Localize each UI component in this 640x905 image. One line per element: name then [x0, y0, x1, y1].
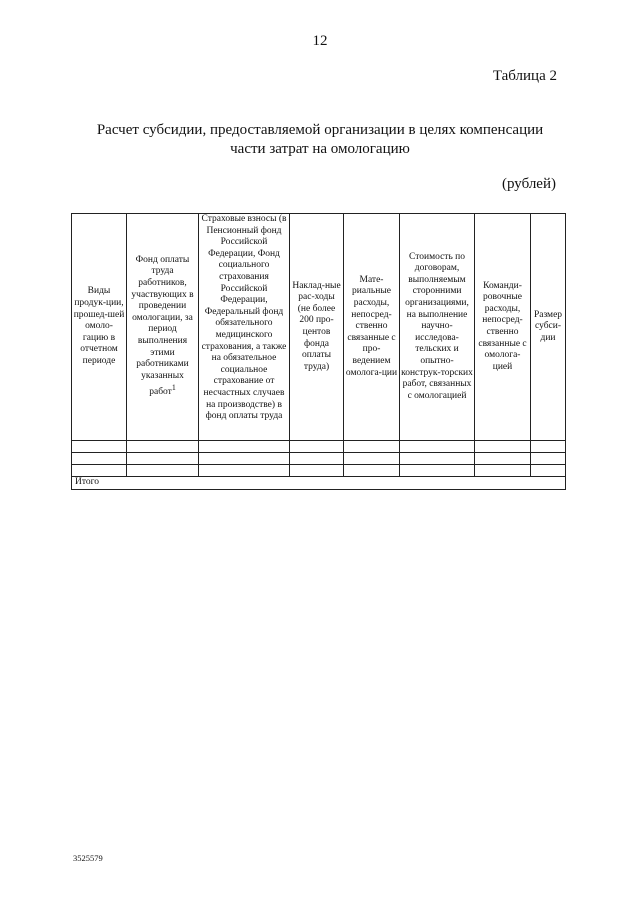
footnote-marker: 1 [171, 383, 176, 393]
table-cell [127, 453, 199, 465]
document-code: 3525579 [73, 853, 103, 863]
col-header-subsidy-amount: Размер субси-дии [531, 214, 566, 441]
total-row [72, 477, 566, 490]
table-cell [344, 465, 400, 477]
col-header-material-costs: Мате-риальные расходы, непосред-ственно связанные с про-ведением омолога-ции [344, 214, 400, 441]
col-header-travel-costs: Команди-ровочные расходы, непосред-ственно связанные с омолога-цией [475, 214, 531, 441]
page-number: 12 [312, 33, 328, 49]
col-header-insurance-contributions: Страховые взносы (в Пенсионный фонд Российской Федерации, Фонд социального страхования Российской Федерации, Федеральный фонд обязательного медицинского страхования, а также на обязательное социальное страхование от несчастных случаев на производстве) в фонд оплаты труда [199, 214, 290, 441]
total-label: Итого [72, 477, 566, 490]
table-cell [290, 465, 344, 477]
table-cell [199, 453, 290, 465]
col-header-product-types: Виды продук-ции, прошед-шей омоло-гацию в отчетном периоде [72, 214, 127, 441]
table-row [72, 441, 566, 453]
table-row [72, 453, 566, 465]
table-label: Таблица 2 [492, 68, 557, 84]
table-row [72, 465, 566, 477]
table-cell [400, 453, 475, 465]
table-cell [475, 441, 531, 453]
table-cell [531, 441, 566, 453]
table-cell [475, 453, 531, 465]
document-title [60, 121, 580, 159]
table-cell [72, 465, 127, 477]
table-cell [344, 441, 400, 453]
col-header-wage-fund: Фонд оплаты труда работников, участвующих в проведении омологации, за период выполнения этими работниками указанных работ$^1$ [127, 214, 199, 441]
table-cell [127, 465, 199, 477]
table-cell [72, 441, 127, 453]
col-header-overhead-costs: Наклад-ные рас-ходы (не более 200 про-центов фонда оплаты труда) [290, 214, 344, 441]
table-cell [199, 441, 290, 453]
table-cell [72, 453, 127, 465]
table-cell [199, 465, 290, 477]
table-cell [531, 465, 566, 477]
table-cell [127, 441, 199, 453]
title-line: Расчет субсидии, предоставляемой организации в целях компенсации [96, 122, 544, 138]
table-cell [531, 453, 566, 465]
table-cell [400, 465, 475, 477]
table-cell [290, 441, 344, 453]
table-cell [475, 465, 531, 477]
table-cell [344, 453, 400, 465]
unit-label: (рублей) [501, 176, 556, 192]
table-cell [400, 441, 475, 453]
table-cell [290, 453, 344, 465]
col-header-contract-costs: Стоимость по договорам, выполняемым сторонними организациями, на выполнение научно-исследова-тельских и опытно-конструк-торских работ, связанных с омологацией [400, 214, 475, 441]
subsidy-calculation-table [71, 213, 566, 490]
title-line: части затрат на омологацию [230, 141, 410, 157]
table-header-row [72, 214, 566, 441]
